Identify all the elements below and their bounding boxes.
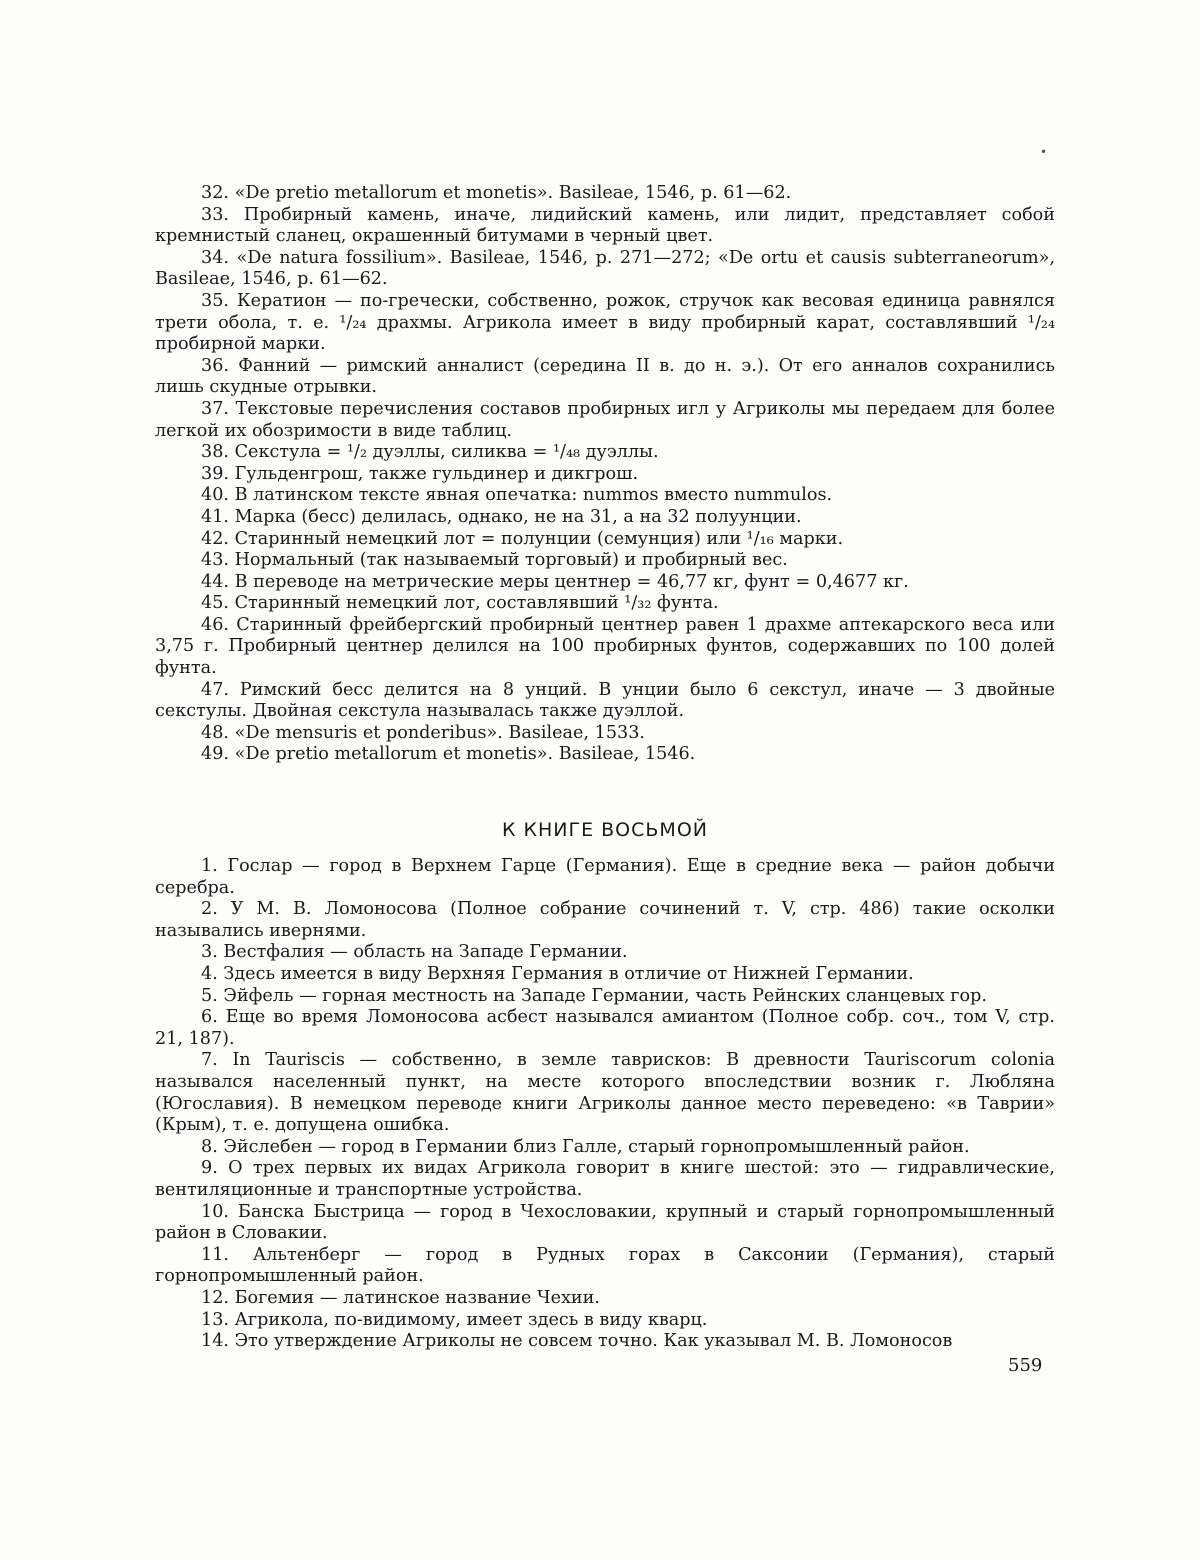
footnote-item: 44. В переводе на метрические меры центнер = 46,77 кг, фунт = 0,4677 кг. — [201, 571, 909, 592]
footnote-item: 49. «De pretio metallorum et monetis». Basileae, 1546. — [201, 744, 696, 765]
footnote-item: 5. Эйфель — горная местность на Западе Германии, часть Рейнских сланцевых гор. — [201, 985, 987, 1006]
notes-before-list — [155, 183, 1055, 766]
footnote-item: 39. Гульденгрош, также гульдинер и дикгрош. — [201, 463, 639, 484]
section-heading: К КНИГЕ ВОСЬМОЙ — [501, 819, 708, 842]
footnote-item: 48. «De mensuris et ponderibus». Basileae, 1533. — [201, 722, 646, 743]
footnote-item: 43. Нормальный (так называемый торговый) и пробирный вес. — [201, 550, 788, 571]
footnote-item: 46. Старинный фрейбергский пробирный центнер равен 1 драхме аптекарского веса или 3,75 г. Пробирный центнер делился на 100 пробирных фунтов, содержавших по 100 долей фунта. — [155, 614, 1055, 679]
footnote-item: 13. Агрикола, по-видимому, имеет здесь в виду кварц. — [201, 1309, 708, 1330]
footnote-item: 8. Эйслебен — город в Германии близ Галле, старый горнопромышленный район. — [201, 1136, 970, 1157]
footnote-item: 14. Это утверждение Агриколы не совсем точно. Как указывал М. В. Ломоносов — [201, 1331, 953, 1352]
footnote-item: 40. В латинском тексте явная опечатка: nummos вместо nummulos. — [201, 485, 833, 506]
page-body — [155, 183, 1055, 1353]
footnote-item: 1. Гослар — город в Верхнем Гарце (Германия). Еще в средние века — район добычи серебра. — [155, 856, 1055, 898]
footnote-item: 12. Богемия — латинское название Чехии. — [201, 1287, 600, 1308]
notes-after-list — [155, 856, 1055, 1353]
footnote-item: 11. Альтенберг — город в Рудных горах в Саксонии (Германия), старый горнопромышленный район. — [155, 1244, 1055, 1287]
footnote-item: 4. Здесь имеется в виду Верхняя Германия в отличие от Нижней Германии. — [201, 964, 914, 984]
footnote-item: 36. Фанний — римский анналист (середина II в. до н. э.). От его анналов сохранились лишь скудные отрывки. — [155, 355, 1055, 398]
footnote-item: 7. In Tauriscis — собственно, в земле таврисков: В древности Tauriscorum colonia назывался населенный пункт, на месте которого впоследствии возник г. Любляна (Югославия). В немецком переводе книги Агриколы данное место переведено: «в Таврии» (Крым), т. е. допущена ошибка. — [155, 1050, 1055, 1136]
footnote-item: 3. Вестфалия — область на Западе Германии. — [201, 942, 628, 963]
footnote-item: 10. Банска Быстрица — город в Чехословакии, крупный и старый горнопромышленный район в Словакии. — [155, 1201, 1055, 1244]
footnote-item: 45. Старинный немецкий лот, составлявший ¹/₃₂ фунта. — [201, 593, 719, 614]
footnote-item: 38. Секстула = ¹/₂ дуэллы, силиква = ¹/₄₈ дуэллы. — [201, 442, 659, 463]
footnote-item: 32. «De pretio metallorum et monetis». Basileae, 1546, p. 61—62. — [201, 183, 792, 203]
footnote-item: 35. Кератион — по-гречески, собственно, рожок, стручок как весовая единица равнялся трети обола, т. е. ¹/₂₄ драхмы. Агрикола имеет в виду пробирный карат, составлявший ¹/₂₄ пробирной марки. — [155, 290, 1055, 355]
footnote-item: 47. Римский бесс делится на 8 унций. В унции было 6 секстул, иначе — 3 двойные секстулы. Двойная секстула называлась также дуэллой. — [155, 679, 1055, 722]
footnote-item: 9. О трех первых их видах Агрикола говорит в книге шестой: это — гидравлические, вентиляционные и транспортные устройства. — [155, 1158, 1055, 1200]
footnote-item: 41. Марка (бесс) делилась, однако, не на 31, а на 32 полуунции. — [201, 506, 802, 527]
page-number: 559 — [1008, 1355, 1043, 1376]
footnote-item: 37. Текстовые перечисления составов пробирных игл у Агриколы мы передаем для более легкой их обозримости в виде таблиц. — [155, 398, 1055, 441]
footnote-item: 42. Старинный немецкий лот = полунции (семунция) или ¹/₁₆ марки. — [201, 528, 844, 549]
margin-mark: • — [1040, 145, 1048, 159]
footnote-item: 33. Пробирный камень, иначе, лидийский камень, или лидит, представляет собой кремнистый сланец, окрашенный битумами в черный цвет. — [155, 204, 1055, 247]
footnote-item: 2. У М. В. Ломоносова (Полное собрание сочинений т. V, стр. 486) такие осколки назывались ивернями. — [155, 899, 1055, 941]
footnote-item: 6. Еще во время Ломоносова асбест назывался амиантом (Полное собр. соч., том V, стр. 21, 187). — [155, 1007, 1055, 1049]
footnote-item: 34. «De natura fossilium». Basileae, 1546, p. 271—272; «De ortu et causis subterraneorum», Basileae, 1546, p. 61—62. — [155, 247, 1055, 290]
